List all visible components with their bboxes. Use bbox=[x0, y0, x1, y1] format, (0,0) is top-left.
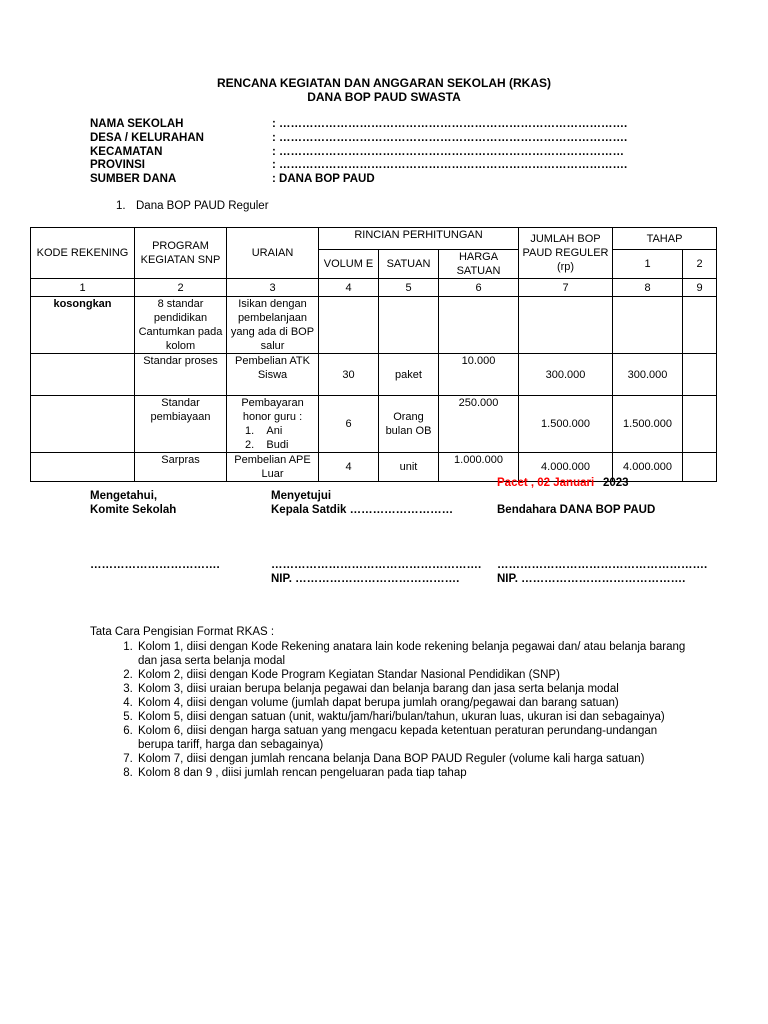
info-label-provinsi: PROVINSI bbox=[90, 159, 145, 171]
cell-satuan: Orang bulan OB bbox=[379, 396, 439, 453]
signature-left-dots: ……………………………. bbox=[90, 559, 220, 571]
cell-program: Standar proses bbox=[135, 354, 227, 396]
signature-left-line1: Mengetahui, bbox=[90, 490, 158, 502]
col-number: 2 bbox=[135, 279, 227, 297]
cell-program: Sarpras bbox=[135, 453, 227, 482]
col-number: 5 bbox=[379, 279, 439, 297]
header-rincian-perhitungan: RINCIAN PERHITUNGAN bbox=[319, 228, 519, 250]
cell-harga: 1.000.000 bbox=[439, 453, 519, 482]
document-title-line1: RENCANA KEGIATAN DAN ANGGARAN SEKOLAH (RKAS) bbox=[217, 76, 551, 90]
cell-tahap2 bbox=[683, 354, 717, 396]
col-number: 3 bbox=[227, 279, 319, 297]
cell-volume: 4 bbox=[319, 453, 379, 482]
signature-mid-dots: ………………………………………………. bbox=[271, 559, 482, 571]
col-number: 6 bbox=[439, 279, 519, 297]
rkas-table bbox=[30, 227, 717, 482]
section-number: 1. bbox=[116, 200, 126, 212]
cell-tahap1: 4.000.000 bbox=[613, 453, 683, 482]
uraian-list-item: 2. Budi bbox=[245, 439, 289, 451]
place-date: Pacet , 02 Januari bbox=[497, 477, 595, 489]
info-value-kecamatan: : ……………………………………………………………………………… bbox=[272, 146, 625, 158]
header-uraian: URAIAN bbox=[227, 228, 319, 279]
info-value-provinsi: : ………………………………………………………………………………. bbox=[272, 159, 628, 171]
info-value-sumber-dana: : DANA BOP PAUD bbox=[272, 173, 375, 185]
cell-tahap1: 1.500.000 bbox=[613, 396, 683, 453]
cell-jumlah: 1.500.000 bbox=[519, 396, 613, 453]
cell-uraian: Pembelian APE Luar bbox=[227, 453, 319, 482]
cell-program: 8 standar pendidikan Cantumkan pada kolom bbox=[135, 297, 227, 354]
cell-satuan: unit bbox=[379, 453, 439, 482]
cell-tahap2 bbox=[683, 396, 717, 453]
cell-jumlah: 300.000 bbox=[519, 354, 613, 396]
list-item: 7. Kolom 7, diisi dengan jumlah rencana belanja Dana BOP PAUD Reguler (volume kali harga satuan) bbox=[136, 752, 690, 766]
header-harga-satuan: HARGA SATUAN bbox=[439, 250, 519, 279]
header-tahap: TAHAP bbox=[613, 228, 717, 250]
cell-uraian bbox=[227, 396, 319, 453]
instructions bbox=[90, 625, 690, 780]
instructions-list bbox=[90, 640, 690, 780]
cell-program: Standar pembiayaan bbox=[135, 396, 227, 453]
cell-satuan bbox=[379, 297, 439, 354]
cell-volume: 30 bbox=[319, 354, 379, 396]
info-label-sumber-dana: SUMBER DANA bbox=[90, 173, 177, 185]
col-number: 9 bbox=[683, 279, 717, 297]
cell-volume: 6 bbox=[319, 396, 379, 453]
signature-mid-line1: Menyetujui bbox=[271, 490, 332, 502]
info-label-nama-sekolah: NAMA SEKOLAH bbox=[90, 118, 184, 130]
signature-left-line2: Komite Sekolah bbox=[90, 504, 177, 516]
cell-tahap1: 300.000 bbox=[613, 354, 683, 396]
signature-right-nip: NIP. ……………………………………. bbox=[497, 573, 686, 585]
cell-jumlah bbox=[519, 297, 613, 354]
cell-kode bbox=[31, 453, 135, 482]
list-item: 1. Kolom 1, diisi dengan Kode Rekening anatara lain kode rekening belanja pegawai dan/ atau belanja barang dan jasa serta belanja modal bbox=[136, 640, 690, 668]
signature-right-dots: ………………………………………………. bbox=[497, 559, 708, 571]
col-number: 4 bbox=[319, 279, 379, 297]
list-item: 3. Kolom 3, diisi uraian berupa belanja pegawai dan belanja barang dan jasa serta belanja modal bbox=[136, 682, 690, 696]
signature-year: 2023 bbox=[603, 477, 629, 489]
header-volume: VOLUM E bbox=[319, 250, 379, 279]
signature-mid-line2: Kepala Satdik ……………………… bbox=[271, 504, 454, 516]
cell-volume bbox=[319, 297, 379, 354]
cell-harga: 250.000 bbox=[439, 396, 519, 453]
table-row bbox=[31, 396, 717, 453]
cell-kode: kosongkan bbox=[31, 297, 135, 354]
table-row bbox=[31, 354, 717, 396]
header-program-kegiatan: PROGRAM KEGIATAN SNP bbox=[135, 228, 227, 279]
cell-harga bbox=[439, 297, 519, 354]
col-number: 1 bbox=[31, 279, 135, 297]
table-row bbox=[31, 297, 717, 354]
col-number: 8 bbox=[613, 279, 683, 297]
header-satuan: SATUAN bbox=[379, 250, 439, 279]
cell-tahap1 bbox=[613, 297, 683, 354]
uraian-list-item: 1. Ani bbox=[245, 425, 283, 437]
info-value-desa: : ………………………………………………………………………………. bbox=[272, 132, 628, 144]
cell-harga: 10.000 bbox=[439, 354, 519, 396]
list-item: 5. Kolom 5, diisi dengan satuan (unit, waktu/jam/hari/bulan/tahun, ukuran luas, ukuran isi dan sebagainya) bbox=[136, 710, 690, 724]
list-item: 6. Kolom 6, diisi dengan harga satuan yang mengacu kepada ketentuan peraturan perundang-undangan berupa tariff, harga dan sebagainya) bbox=[136, 724, 690, 752]
header-tahap-2: 2 bbox=[683, 250, 717, 279]
cell-satuan: paket bbox=[379, 354, 439, 396]
cell-tahap2 bbox=[683, 453, 717, 482]
cell-uraian: Pembelian ATK Siswa bbox=[227, 354, 319, 396]
cell-kode bbox=[31, 354, 135, 396]
cell-kode bbox=[31, 396, 135, 453]
header-tahap-1: 1 bbox=[613, 250, 683, 279]
header-jumlah-bop: JUMLAH BOP PAUD REGULER (rp) bbox=[519, 228, 613, 279]
signature-mid-nip: NIP. ……………………………………. bbox=[271, 573, 460, 585]
section-title: Dana BOP PAUD Reguler bbox=[136, 200, 269, 212]
list-item: 2. Kolom 2, diisi dengan Kode Program Kegiatan Standar Nasional Pendidikan (SNP) bbox=[136, 668, 690, 682]
cell-uraian: Isikan dengan pembelanjaan yang ada di BOP salur bbox=[227, 297, 319, 354]
info-value-nama-sekolah: : ………………………………………………………………………………. bbox=[272, 118, 628, 130]
header-kode-rekening: KODE REKENING bbox=[31, 228, 135, 279]
signature-right-line2: Bendahara DANA BOP PAUD bbox=[497, 504, 656, 516]
document-title-line2: DANA BOP PAUD SWASTA bbox=[307, 90, 461, 104]
col-number: 7 bbox=[519, 279, 613, 297]
list-item: 4. Kolom 4, diisi dengan volume (jumlah dapat berupa jumlah orang/pegawai dan barang satuan) bbox=[136, 696, 690, 710]
info-label-kecamatan: KECAMATAN bbox=[90, 146, 163, 158]
cell-jumlah: 4.000.000 bbox=[519, 453, 613, 482]
cell-tahap2 bbox=[683, 297, 717, 354]
uraian-text: Pembayaran honor guru : bbox=[241, 397, 304, 423]
instructions-title: Tata Cara Pengisian Format RKAS : bbox=[90, 626, 275, 638]
info-label-desa: DESA / KELURAHAN bbox=[90, 132, 204, 144]
list-item: 8. Kolom 8 dan 9 , diisi jumlah rencan pengeluaran pada tiap tahap bbox=[136, 766, 690, 780]
